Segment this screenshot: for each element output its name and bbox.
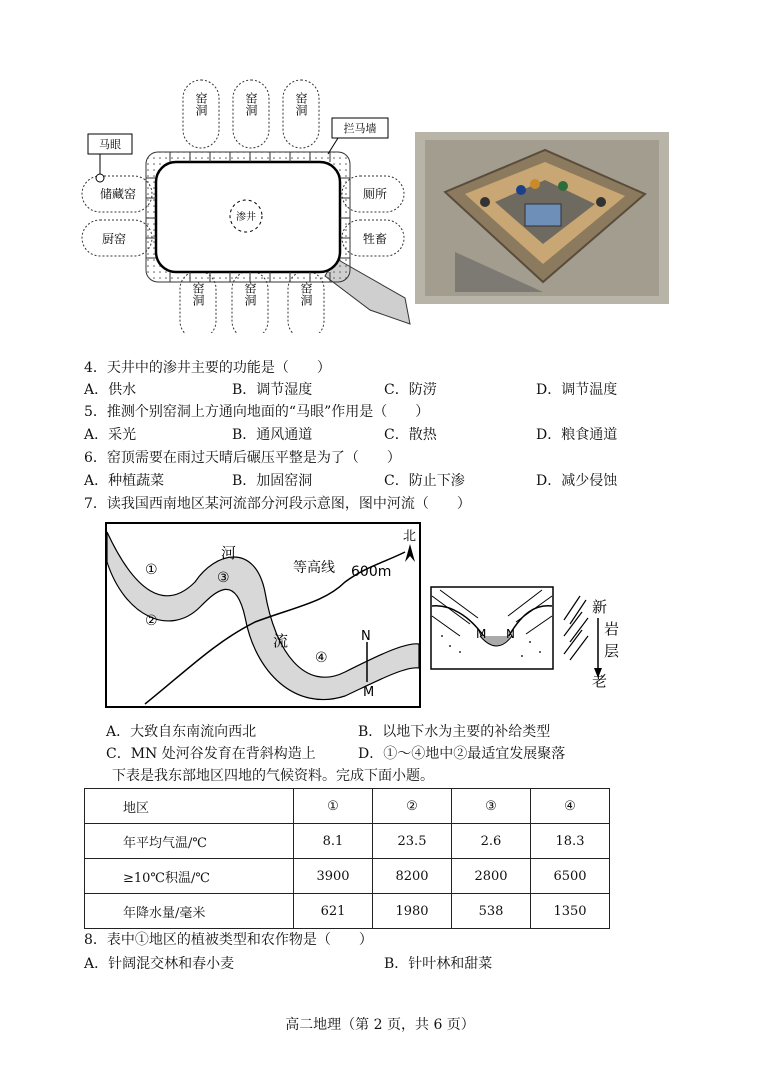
option-d: D．调节温度 xyxy=(536,382,618,398)
legend-layer: 层 xyxy=(604,642,620,660)
contour-value: 600m xyxy=(351,564,392,580)
label-M: M xyxy=(363,685,375,700)
cave-label: 窑洞 xyxy=(194,92,208,116)
question-6-stem: 6．窑顶需要在雨过天晴后碾压平整是为了（ ） xyxy=(84,450,401,466)
question-7-stem: 7．读我国西南地区某河流部分河段示意图，图中河流（ ） xyxy=(84,496,471,512)
table-cell: 2.6 xyxy=(452,824,531,859)
option-d: D．粮食通道 xyxy=(536,427,618,443)
table-header-row xyxy=(85,789,610,824)
table-header-cell: ① xyxy=(294,789,373,824)
option-a: A．种植蔬菜 xyxy=(84,473,165,489)
toilet-label: 厕所 xyxy=(362,187,388,201)
contour-label: 等高线 xyxy=(293,560,335,576)
river-char-he: 河 xyxy=(221,544,237,562)
table-cell: 2800 xyxy=(452,859,531,894)
option-a: A．大致自东南流向西北 xyxy=(106,724,257,740)
section-label-M: M xyxy=(476,627,487,641)
table-header-cell: 地区 xyxy=(85,789,294,824)
strata-legend xyxy=(560,590,620,688)
table-cell: 621 xyxy=(294,894,373,929)
kitchen-cave-label: 厨窑 xyxy=(101,232,127,246)
table-row xyxy=(85,859,610,894)
table-header-cell: ③ xyxy=(452,789,531,824)
option-d: D．①～④地中②最适宜发展聚落 xyxy=(358,746,566,762)
table-cell: 18.3 xyxy=(531,824,610,859)
livestock-label: 牲畜 xyxy=(362,232,388,246)
question-5-stem: 5．推测个别窑洞上方通向地面的“马眼”作用是（ ） xyxy=(84,404,430,420)
option-a: A．针阔混交林和春小麦 xyxy=(84,956,235,972)
table-cell: 1980 xyxy=(373,894,452,929)
mark-4: ④ xyxy=(315,650,328,666)
option-d: D．减少侵蚀 xyxy=(536,473,618,489)
legend-rock: 岩 xyxy=(604,620,620,638)
parapet-wall-label: 拦马墙 xyxy=(343,122,377,135)
table-intro: 下表是我东部地区四地的气候资料。完成下面小题。 xyxy=(112,768,434,784)
table-header-cell: ④ xyxy=(531,789,610,824)
mark-2: ② xyxy=(145,613,158,629)
cave-label: 窑洞 xyxy=(299,282,313,306)
cave-label: 窑洞 xyxy=(244,92,258,116)
section-label-N: N xyxy=(506,627,515,641)
table-cell: 6500 xyxy=(531,859,610,894)
table-row xyxy=(85,824,610,859)
option-c: C．防止下渗 xyxy=(384,473,465,489)
label-N: N xyxy=(361,629,371,644)
seepage-well-label: 渗井 xyxy=(236,212,256,223)
river-char-liu: 流 xyxy=(273,632,289,650)
cave-dwelling-photo xyxy=(415,132,669,304)
mark-1: ① xyxy=(145,562,158,578)
table-cell: 年降水量/毫米 xyxy=(85,894,294,929)
valley-cross-section xyxy=(430,586,554,670)
option-c: C．MN 处河谷发育在背斜构造上 xyxy=(106,746,316,762)
table-row xyxy=(85,894,610,929)
mayan-label: 马眼 xyxy=(99,138,121,151)
north-label: 北 xyxy=(403,529,417,544)
page-footer: 高二地理（第 2 页，共 6 页） xyxy=(285,1017,475,1033)
cave-label: 窑洞 xyxy=(294,92,308,116)
legend-old: 老 xyxy=(592,672,608,688)
cave-label: 窑洞 xyxy=(243,282,257,306)
cave-label: 窑洞 xyxy=(191,282,205,306)
question-4-stem: 4．天井中的渗井主要的功能是（ ） xyxy=(84,360,331,376)
table-cell: 1350 xyxy=(531,894,610,929)
option-b: B．以地下水为主要的补给类型 xyxy=(358,724,551,740)
legend-new: 新 xyxy=(592,598,608,616)
table-header-cell: ② xyxy=(373,789,452,824)
table-cell: ≥10℃积温/℃ xyxy=(85,859,294,894)
option-a: A．供水 xyxy=(84,382,137,398)
option-b: B．针叶林和甜菜 xyxy=(384,956,493,972)
option-b: B．调节湿度 xyxy=(232,382,313,398)
table-cell: 年平均气温/℃ xyxy=(85,824,294,859)
cave-dwelling-diagram xyxy=(80,78,415,333)
question-8-stem: 8．表中①地区的植被类型和农作物是（ ） xyxy=(84,932,373,948)
table-cell: 8.1 xyxy=(294,824,373,859)
option-c: C．防涝 xyxy=(384,382,437,398)
option-a: A．采光 xyxy=(84,427,137,443)
table-cell: 23.5 xyxy=(373,824,452,859)
river-map xyxy=(105,522,421,708)
table-cell: 3900 xyxy=(294,859,373,894)
table-cell: 538 xyxy=(452,894,531,929)
mark-3: ③ xyxy=(217,570,230,586)
climate-table xyxy=(84,788,610,929)
table-cell: 8200 xyxy=(373,859,452,894)
storage-cave-label: 储藏窑 xyxy=(99,187,137,201)
option-b: B．加固窑洞 xyxy=(232,473,313,489)
option-c: C．散热 xyxy=(384,427,437,443)
option-b: B．通风通道 xyxy=(232,427,313,443)
